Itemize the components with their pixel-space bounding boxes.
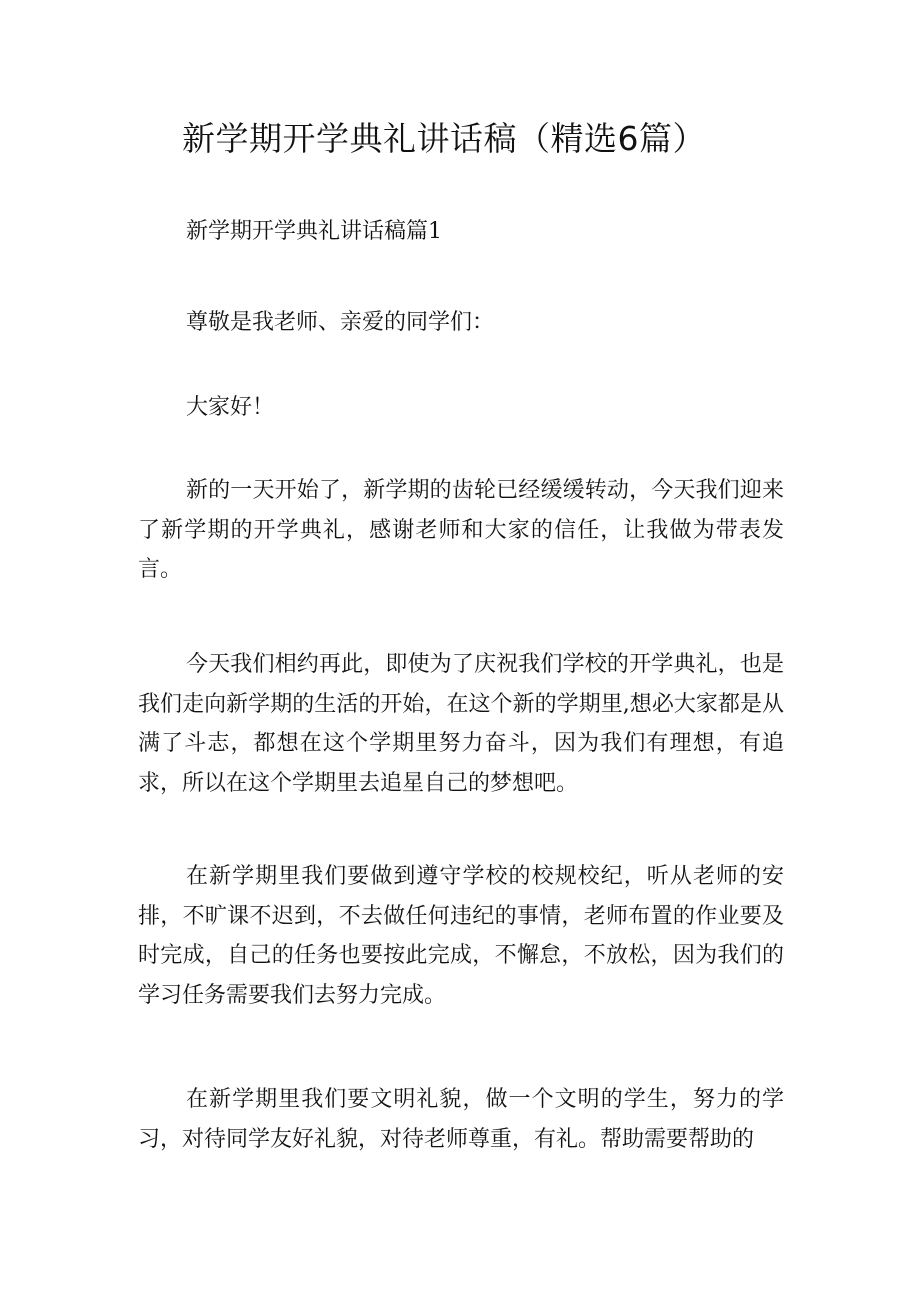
document-title: 新学期开学典礼讲话稿（精选6篇） [182,119,706,158]
body-paragraph: 在新学期里我们要文明礼貌，做一个文明的学生，努力的学习，对待同学友好礼貌，对待老师尊重，有礼。帮助需要帮助的 [138,1087,784,1152]
salutation: 尊敬是我老师、亲爱的同学们： [186,310,495,335]
body-paragraph: 新的一天开始了，新学期的齿轮已经缓缓转动，今天我们迎来了新学期的开学典礼，感谢老师和大家的信任，让我做为带表发言。 [138,478,784,582]
greeting: 大家好！ [186,395,275,420]
section-heading: 新学期开学典礼讲话稿篇1 [186,219,442,244]
body-paragraph: 今天我们相约再此，即使为了庆祝我们学校的开学典礼，也是我们走向新学期的生活的开始，在这个新的学期里,想必大家都是从满了斗志，都想在这个学期里努力奋斗，因为我们有理想，有追求，所以在这个学期里去追星自己的梦想吧。 [138,652,784,796]
body-paragraph: 在新学期里我们要做到遵守学校的校规校纪，听从老师的安排，不旷课不迟到，不去做任何违纪的事情，老师布置的作业要及时完成，自己的任务也要按此完成，不懈怠，不放松，因为我们的学习任务需要我们去努力完成。 [138,864,784,1008]
